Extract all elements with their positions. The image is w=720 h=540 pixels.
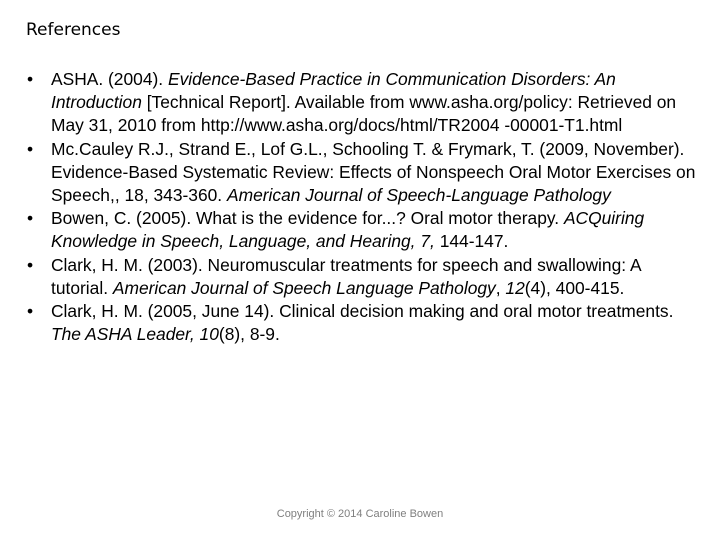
reference-title: American Journal of Speech-Language Pathology (226, 185, 611, 206)
reference-list (27, 68, 697, 346)
reference-title: The ASHA Leader, 10 (51, 324, 219, 345)
reference-text: , (495, 277, 506, 298)
reference-text: (8), 8-9. (218, 324, 280, 345)
reference-item-bowen (27, 207, 697, 253)
reference-item-asha (27, 68, 697, 138)
reference-title: American Journal of Speech Language Pathology (112, 277, 496, 298)
reference-item-mccauley (27, 138, 697, 208)
page-title: References (26, 20, 121, 40)
reference-volume: 12 (505, 277, 525, 298)
copyright-footer: Copyright © 2014 Caroline Bowen (276, 508, 444, 520)
reference-text: Bowen, C. (2005). What is the evidence for...? Oral motor therapy. (51, 208, 564, 229)
reference-text: Clark, H. M. (2003). Neuromuscular treatments for speech and swallowing: A tutorial. (51, 254, 641, 298)
reference-text: Clark, H. M. (2005, June 14). Clinical decision making and oral motor treatments. (51, 301, 674, 322)
reference-text: (4), 400-415. (524, 277, 625, 298)
reference-text: 144-147. (434, 231, 509, 252)
reference-title: ACQuiring Knowledge in Speech, Language, and Hearing, 7, (51, 208, 645, 252)
reference-text: Mc.Cauley R.J., Strand E., Lof G.L., Schooling T. & Frymark, T. (2009, November). Evidence-Based Systematic Review: Effects of Nonspeech Oral Motor Exercises on Speech,, 18, 343-360. (51, 138, 696, 206)
reference-item-clark-2003 (27, 254, 697, 300)
reference-text: ASHA. (2004). (51, 69, 168, 89)
reference-text: [Technical Report]. Available from www.asha.org/policy: Retrieved on May 31, 2010 from http://www.asha.org/docs/html/TR2004 -00001-T1.html (51, 92, 677, 136)
reference-title: Evidence-Based Practice in Communication Disorders: An Introduction (51, 69, 616, 113)
reference-item-clark-2005 (27, 300, 697, 346)
